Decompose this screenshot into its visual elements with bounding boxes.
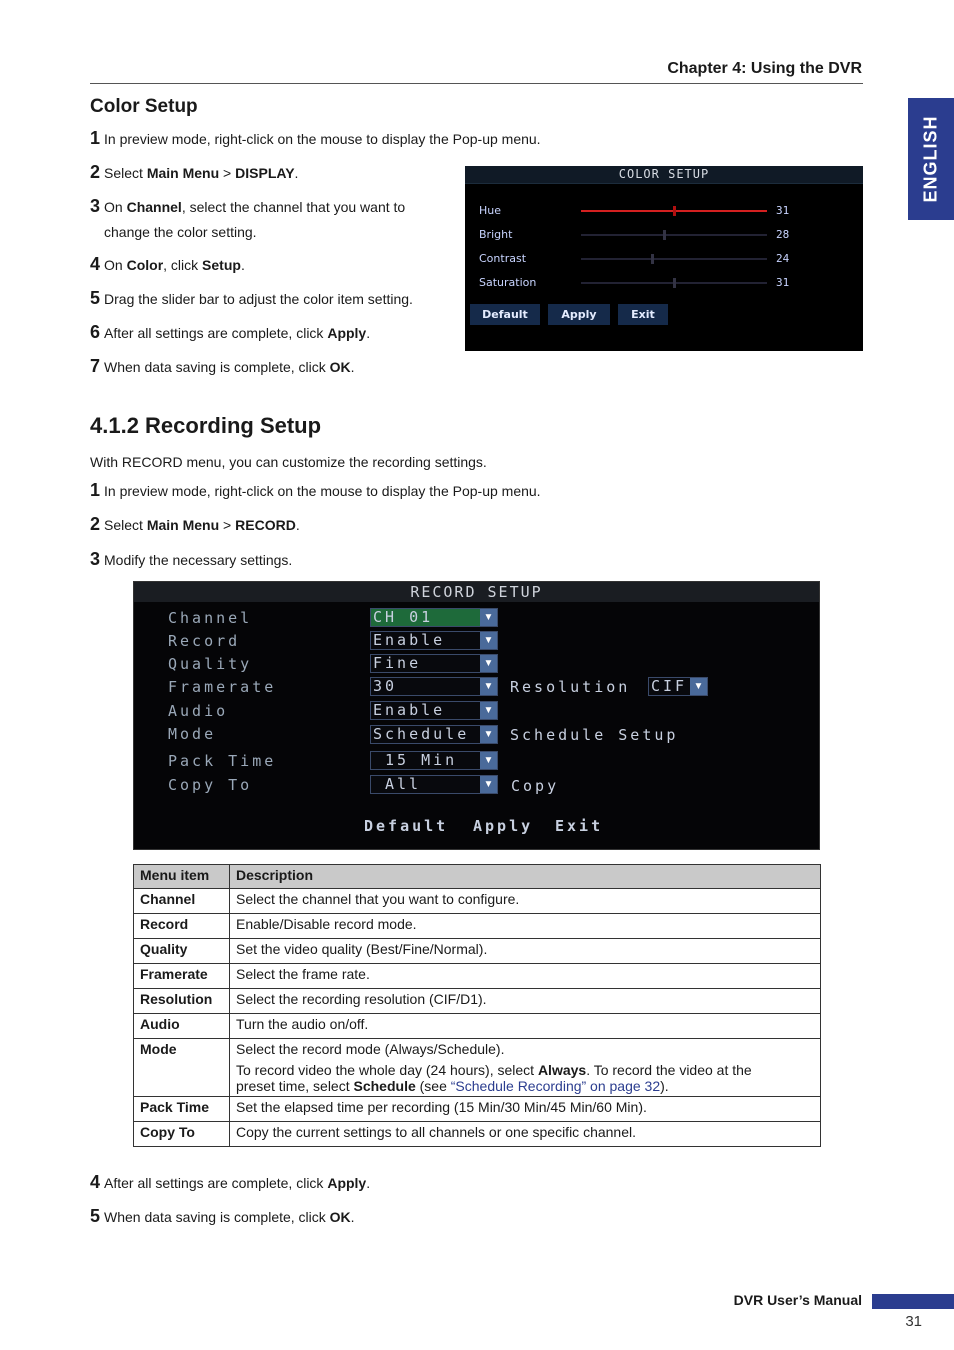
quality-select[interactable] xyxy=(370,654,498,673)
step-bold: RECORD xyxy=(235,517,296,533)
table-cell-key: Mode xyxy=(134,1039,230,1097)
mode-value: Schedule xyxy=(373,725,470,743)
table-cell-value: Select the recording resolution (CIF/D1). xyxy=(230,989,821,1014)
hue-value: 31 xyxy=(776,204,790,217)
chevron-down-icon[interactable]: ▼ xyxy=(480,655,497,672)
chevron-down-icon[interactable]: ▼ xyxy=(480,632,497,649)
copy-button[interactable]: Copy xyxy=(511,777,560,795)
step-bold: Main Menu xyxy=(146,517,220,533)
step-text: When data saving is complete, click xyxy=(104,359,330,375)
color-step-5 xyxy=(90,286,413,312)
language-tab-label: ENGLISH xyxy=(920,115,941,203)
language-tab xyxy=(908,98,954,220)
table-cell-key: Framerate xyxy=(134,964,230,989)
record-step-4 xyxy=(90,1170,370,1196)
framerate-select[interactable] xyxy=(370,677,498,696)
mode-desc-line2 xyxy=(236,1062,814,1078)
step-bold: Apply xyxy=(327,1175,367,1191)
saturation-slider-handle[interactable] xyxy=(673,278,676,288)
step-text: In preview mode, right-click on the mouse to display the Pop-up menu. xyxy=(104,131,541,147)
chevron-down-icon[interactable]: ▼ xyxy=(480,752,497,769)
step-number: 1 xyxy=(90,480,101,500)
panel-title: COLOR SETUP xyxy=(618,167,710,181)
table-row xyxy=(134,1014,821,1039)
table-cell-value: Copy the current settings to all channels or one specific channel. xyxy=(230,1122,821,1147)
chevron-down-icon[interactable]: ▼ xyxy=(480,726,497,743)
mode-desc-line1: Select the record mode (Always/Schedule). xyxy=(236,1041,505,1057)
table-cell-key: Pack Time xyxy=(134,1097,230,1122)
step-text: > xyxy=(219,165,236,181)
audio-value: Enable xyxy=(373,701,446,719)
table-cell-key: Channel xyxy=(134,889,230,914)
step-bold: Color xyxy=(126,257,164,273)
step-text: Modify the necessary settings. xyxy=(104,552,293,568)
step-text: Select xyxy=(104,517,147,533)
text: . To record the video at the xyxy=(586,1062,752,1078)
contrast-slider-handle[interactable] xyxy=(651,254,654,264)
record-setup-panel xyxy=(133,581,820,850)
bright-label: Bright xyxy=(479,228,513,241)
mode-select[interactable] xyxy=(370,725,498,744)
schedule-setup-button[interactable]: Schedule Setup xyxy=(510,726,679,744)
step-text: When data saving is complete, click xyxy=(104,1209,330,1225)
step-number: 7 xyxy=(90,356,101,376)
table-row xyxy=(134,964,821,989)
step-bold: OK xyxy=(329,1209,351,1225)
chevron-down-icon[interactable]: ▼ xyxy=(690,678,707,695)
channel-value: CH 01 xyxy=(373,608,434,626)
chevron-down-icon[interactable]: ▼ xyxy=(480,776,497,793)
panel-title: RECORD SETUP xyxy=(410,583,543,601)
step-number: 6 xyxy=(90,322,101,342)
recording-intro: With RECORD menu, you can customize the recording settings. xyxy=(90,454,487,470)
manual-title: DVR User’s Manual xyxy=(733,1292,862,1308)
text: (see xyxy=(415,1078,451,1094)
quality-label: Quality xyxy=(168,655,253,673)
text: To record video the whole day (24 hours), select xyxy=(236,1062,538,1078)
channel-label: Channel xyxy=(168,609,253,627)
copy-to-value: All xyxy=(385,775,422,793)
step-text: , click xyxy=(163,257,203,273)
channel-select[interactable] xyxy=(370,608,498,627)
resolution-select[interactable] xyxy=(648,677,708,696)
mode-label: Mode xyxy=(168,725,217,743)
table-cell-key: Copy To xyxy=(134,1122,230,1147)
step-number: 1 xyxy=(90,128,101,148)
step-text: . xyxy=(350,1209,355,1225)
table-cell-value: Select the channel that you want to configure. xyxy=(230,889,821,914)
step-number: 2 xyxy=(90,162,101,182)
bold-text: Always xyxy=(537,1062,587,1078)
apply-button[interactable]: Apply xyxy=(548,304,610,325)
quality-value: Fine xyxy=(373,654,422,672)
color-step-4 xyxy=(90,252,245,278)
step-bold: Apply xyxy=(327,325,367,341)
table-row xyxy=(134,889,821,914)
step-text-line2: change the color setting. xyxy=(104,224,257,240)
step-number: 2 xyxy=(90,514,101,534)
table-cell-value: Turn the audio on/off. xyxy=(230,1014,821,1039)
step-text: On xyxy=(104,199,127,215)
table-row-mode xyxy=(134,1039,821,1097)
table-row xyxy=(134,914,821,939)
step-bold: DISPLAY xyxy=(235,165,295,181)
table-cell-key: Resolution xyxy=(134,989,230,1014)
audio-select[interactable] xyxy=(370,701,498,720)
color-step-2 xyxy=(90,160,298,186)
step-number: 3 xyxy=(90,549,101,569)
step-text: After all settings are complete, click xyxy=(104,1175,328,1191)
step-text: Select xyxy=(104,165,147,181)
table-row xyxy=(134,1097,821,1122)
pack-time-value: 15 Min xyxy=(385,751,458,769)
color-step-7 xyxy=(90,354,355,380)
saturation-label: Saturation xyxy=(479,276,537,289)
table-cell-value: Set the elapsed time per recording (15 Min/30 Min/45 Min/60 Min). xyxy=(230,1097,821,1122)
record-step-5 xyxy=(90,1204,355,1230)
record-step-3 xyxy=(90,547,292,573)
table-row xyxy=(134,1122,821,1147)
framerate-value: 30 xyxy=(373,677,398,695)
default-button[interactable]: Default xyxy=(470,304,540,325)
step-text: , select the channel that you want to xyxy=(181,199,406,215)
table-cell-value: Set the video quality (Best/Fine/Normal). xyxy=(230,939,821,964)
exit-button[interactable]: Exit xyxy=(555,817,604,835)
footer-bar xyxy=(872,1294,954,1309)
bright-slider-handle[interactable] xyxy=(663,230,666,240)
resolution-value: CIF xyxy=(651,677,688,695)
menu-description-table xyxy=(133,864,821,1147)
step-number: 5 xyxy=(90,1206,101,1226)
step-bold: Setup xyxy=(202,257,241,273)
bold-text: Schedule xyxy=(353,1078,416,1094)
table-header-menu-item: Menu item xyxy=(134,865,230,889)
schedule-recording-link[interactable]: “Schedule Recording” on page 32 xyxy=(450,1078,661,1094)
table-cell-value: Enable/Disable record mode. xyxy=(230,914,821,939)
contrast-label: Contrast xyxy=(479,252,527,265)
recording-setup-heading: 4.1.2 Recording Setup xyxy=(90,413,322,438)
audio-label: Audio xyxy=(168,702,229,720)
table-cell-value xyxy=(230,1039,821,1097)
step-text: . xyxy=(294,165,299,181)
step-text: In preview mode, right-click on the mouse to display the Pop-up menu. xyxy=(104,483,541,499)
step-number: 3 xyxy=(90,196,101,216)
page-number: 31 xyxy=(905,1313,922,1330)
step-text: After all settings are complete, click xyxy=(104,325,328,341)
hue-label: Hue xyxy=(479,204,502,217)
pack-time-label: Pack Time xyxy=(168,752,277,770)
color-step-1 xyxy=(90,126,541,152)
color-step-3 xyxy=(90,194,405,245)
record-value: Enable xyxy=(373,631,446,649)
record-step-2 xyxy=(90,512,300,538)
resolution-label: Resolution xyxy=(510,678,631,696)
color-setup-heading: Color Setup xyxy=(90,96,198,117)
step-number: 5 xyxy=(90,288,101,308)
step-number: 4 xyxy=(90,254,101,274)
apply-button[interactable]: Apply xyxy=(473,817,534,835)
table-cell-key: Record xyxy=(134,914,230,939)
mode-desc-line3 xyxy=(236,1078,814,1094)
step-text: . xyxy=(350,359,355,375)
chevron-down-icon[interactable]: ▼ xyxy=(480,678,497,695)
chapter-title: Chapter 4: Using the DVR xyxy=(667,60,862,77)
contrast-slider[interactable] xyxy=(581,258,767,260)
step-text: . xyxy=(240,257,245,273)
record-select[interactable] xyxy=(370,631,498,650)
pack-time-select[interactable] xyxy=(370,751,498,770)
default-button[interactable]: Default xyxy=(364,817,449,835)
table-header-row xyxy=(134,865,821,889)
color-step-6 xyxy=(90,320,370,346)
step-text: Drag the slider bar to adjust the color item setting. xyxy=(104,291,413,307)
step-text: On xyxy=(104,257,127,273)
table-cell-value: Select the frame rate. xyxy=(230,964,821,989)
copy-to-label: Copy To xyxy=(168,776,253,794)
framerate-label: Framerate xyxy=(168,678,277,696)
chevron-down-icon[interactable]: ▼ xyxy=(480,609,497,626)
exit-button[interactable]: Exit xyxy=(618,304,668,325)
copy-to-select[interactable] xyxy=(370,775,498,794)
bright-slider[interactable] xyxy=(581,234,767,236)
bright-value: 28 xyxy=(776,228,790,241)
text: preset time, select xyxy=(236,1078,354,1094)
header-rule xyxy=(90,83,863,84)
record-step-1 xyxy=(90,478,541,504)
step-bold: Main Menu xyxy=(146,165,220,181)
contrast-value: 24 xyxy=(776,252,790,265)
color-setup-panel xyxy=(465,166,863,351)
table-row xyxy=(134,939,821,964)
hue-slider-handle[interactable] xyxy=(673,206,676,216)
table-header-description: Description xyxy=(230,865,821,889)
text: ). xyxy=(660,1078,669,1094)
step-bold: Channel xyxy=(126,199,182,215)
table-cell-key: Quality xyxy=(134,939,230,964)
table-cell-key: Audio xyxy=(134,1014,230,1039)
record-label: Record xyxy=(168,632,241,650)
step-text: . xyxy=(366,1175,371,1191)
step-number: 4 xyxy=(90,1172,101,1192)
saturation-value: 31 xyxy=(776,276,790,289)
step-bold: OK xyxy=(329,359,351,375)
chevron-down-icon[interactable]: ▼ xyxy=(480,702,497,719)
step-text: . xyxy=(295,517,300,533)
step-text: > xyxy=(219,517,236,533)
step-text: . xyxy=(366,325,371,341)
table-row xyxy=(134,989,821,1014)
